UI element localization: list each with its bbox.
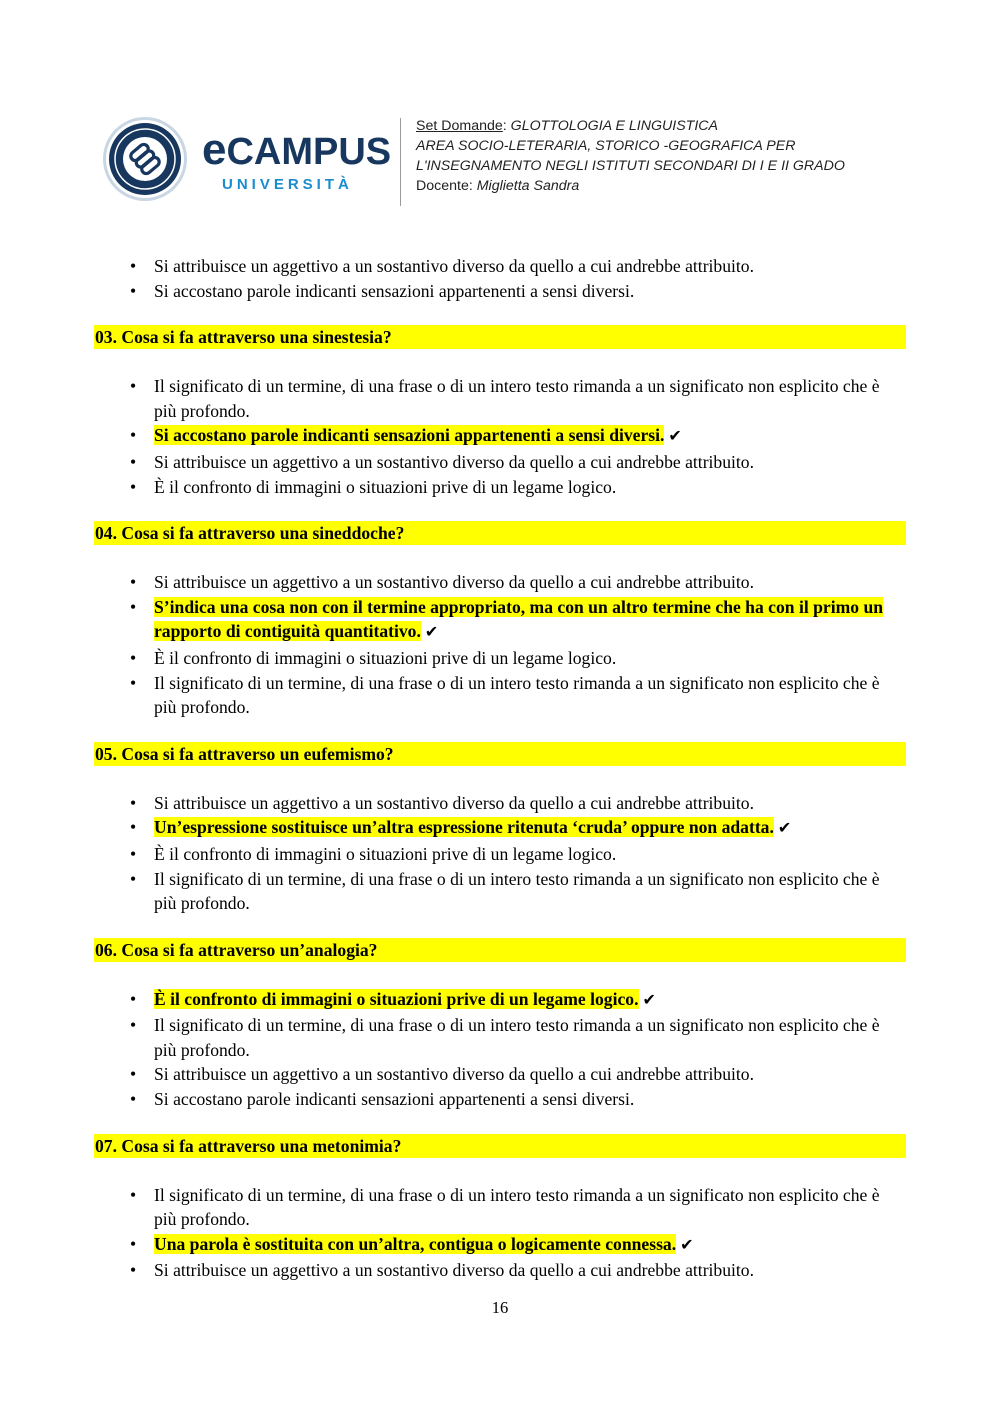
- header-info: [416, 116, 845, 196]
- answer-option: [154, 374, 906, 423]
- answer-text: Si attribuisce un aggettivo a un sostantivo diverso da quello a cui andrebbe attribuito.: [154, 792, 755, 813]
- answer-text: Si attribuisce un aggettivo a un sostantivo diverso da quello a cui andrebbe attribuito.: [154, 256, 755, 276]
- answer-option: [154, 475, 906, 500]
- answer-text: È il confronto di immagini o situazioni prive di un legame logico.: [154, 647, 617, 668]
- set-value: GLOTTOLOGIA E LINGUISTICA: [510, 118, 718, 134]
- answer-text: È il confronto di immagini o situazioni prive di un legame logico.: [154, 988, 639, 1009]
- question-title: 05. Cosa si fa attraverso un eufemismo?: [94, 742, 906, 766]
- answer-text: S’indica una cosa non con il termine appropriato, ma con un altro termine che ha con il primo un rapporto di contiguità quantitativo.: [154, 596, 884, 642]
- question-title: 04. Cosa si fa attraverso una sineddoche?: [94, 521, 906, 545]
- area-line-1: AREA SOCIO-LETERARIA, STORICO -GEOGRAFICA PER: [416, 138, 796, 154]
- answer-option: [154, 450, 906, 475]
- answer-option: [154, 570, 906, 595]
- header-divider: [400, 118, 401, 206]
- docente-line: Docente: Miglietta Sandra: [416, 178, 580, 194]
- question-block: [94, 325, 906, 499]
- answer-option-correct: [154, 595, 906, 646]
- universita-label: UNIVERSITÀ: [222, 176, 353, 193]
- docente-value: Miglietta Sandra: [476, 178, 580, 194]
- answer-text: Il significato di un termine, di una frase o di un intero testo rimanda a un significato non esplicito che è più profondo.: [154, 1015, 880, 1060]
- checkmark-icon: ✔: [642, 991, 656, 1009]
- answer-options: [94, 570, 906, 720]
- checkmark-icon: ✔: [424, 624, 439, 642]
- question-block: [94, 521, 906, 720]
- question-title: 03. Cosa si fa attraverso una sinestesia?: [94, 325, 906, 349]
- docente-label: Docente: [416, 178, 469, 194]
- answer-option: [154, 867, 906, 916]
- answer-option-correct: [154, 423, 906, 450]
- answer-text: Si attribuisce un aggettivo a un sostantivo diverso da quello a cui andrebbe attribuito.: [154, 1260, 755, 1281]
- answer-text: Si attribuisce un aggettivo a un sostantivo diverso da quello a cui andrebbe attribuito.: [154, 451, 755, 472]
- answer-option: [154, 279, 906, 304]
- answer-text: Il significato di un termine, di una frase o di un intero testo rimanda a un significato non esplicito che è più profondo.: [154, 672, 880, 718]
- continued-options: [94, 254, 906, 303]
- ecampus-e-glyph: e: [202, 125, 227, 174]
- checkmark-icon: ✔: [777, 820, 792, 838]
- question-block: [94, 742, 906, 916]
- answer-text: Si accostano parole indicanti sensazioni appartenenti a sensi diversi.: [154, 425, 665, 446]
- answer-text: Si accostano parole indicanti sensazioni appartenenti a sensi diversi.: [154, 1089, 635, 1110]
- answer-option-correct: [154, 1232, 906, 1259]
- answer-text: Una parola è sostituita con un’altra, contigua o logicamente connessa.: [154, 1233, 677, 1254]
- wordmark-text: CAMPUS: [226, 131, 392, 173]
- answer-option: [154, 791, 906, 816]
- answer-text: Il significato di un termine, di una frase o di un intero testo rimanda a un significato non esplicito che è più profondo.: [154, 376, 880, 421]
- answer-option: [154, 646, 906, 671]
- area-line-2: L'INSEGNAMENTO NEGLI ISTITUTI SECONDARI DI I E II GRADO: [416, 158, 845, 174]
- answer-option: [154, 1087, 906, 1112]
- answer-text: Si accostano parole indicanti sensazioni appartenenti a sensi diversi.: [154, 280, 635, 301]
- answer-text: Si attribuisce un aggettivo a un sostantivo diverso da quello a cui andrebbe attribuito.: [154, 1064, 755, 1085]
- answer-text: Si attribuisce un aggettivo a un sostantivo diverso da quello a cui andrebbe attribuito.: [154, 572, 755, 593]
- question-title: 06. Cosa si fa attraverso un’analogia?: [94, 938, 906, 962]
- answer-option: [154, 1062, 906, 1087]
- answer-option: [154, 1183, 906, 1232]
- answer-option-correct: [154, 987, 906, 1014]
- answer-text: Il significato di un termine, di una frase o di un intero testo rimanda a un significato non esplicito che è più profondo.: [154, 1184, 880, 1230]
- answer-option: [154, 1258, 906, 1283]
- checkmark-icon: ✔: [680, 1236, 694, 1254]
- question-title: 07. Cosa si fa attraverso una metonimia?: [94, 1134, 906, 1158]
- ecampus-seal-logo: [102, 116, 188, 202]
- answer-options: [94, 1183, 906, 1283]
- answer-text: Un’espressione sostituisce un’altra espressione ritenuta ‘cruda’ oppure non adatta.: [154, 817, 774, 838]
- answer-options: [94, 374, 906, 499]
- page-header: [102, 116, 902, 206]
- answer-option: [154, 671, 906, 720]
- question-block: [94, 1134, 906, 1283]
- answer-option: [154, 254, 906, 279]
- page-number: 16: [491, 1298, 509, 1317]
- answer-option-correct: [154, 815, 906, 842]
- answer-options: [94, 791, 906, 916]
- question-block: [94, 938, 906, 1112]
- answer-text: Il significato di un termine, di una frase o di un intero testo rimanda a un significato non esplicito che è più profondo.: [154, 868, 880, 914]
- ecampus-wordmark: [202, 125, 392, 174]
- answer-option: [154, 1013, 906, 1062]
- set-label: Set Domande: [416, 118, 503, 134]
- set-line: Set Domande: GLOTTOLOGIA E LINGUISTICA: [416, 118, 718, 134]
- answer-option: [154, 842, 906, 867]
- answer-options: [94, 987, 906, 1112]
- answer-text: È il confronto di immagini o situazioni prive di un legame logico.: [154, 843, 617, 864]
- answer-text: È il confronto di immagini o situazioni prive di un legame logico.: [154, 476, 617, 497]
- checkmark-icon: ✔: [668, 428, 682, 446]
- question-list: [94, 254, 906, 1283]
